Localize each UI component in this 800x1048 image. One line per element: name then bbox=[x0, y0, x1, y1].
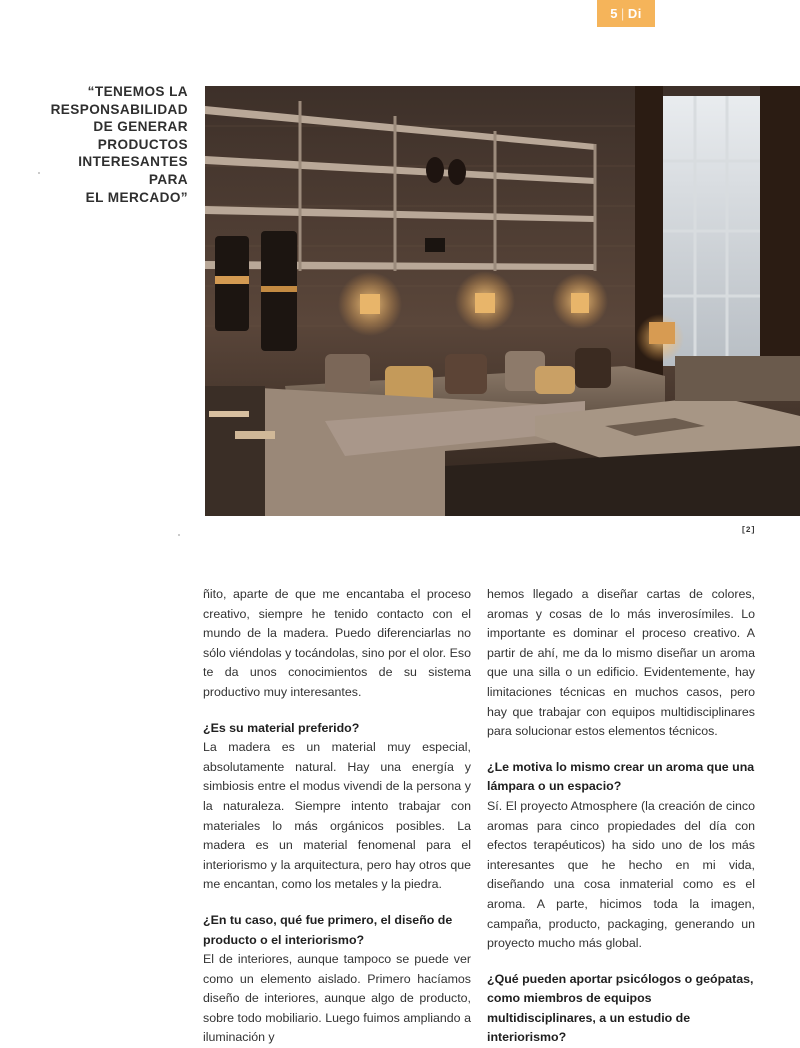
article-column-left bbox=[203, 585, 471, 1048]
interview-question: ¿En tu caso, qué fue primero, el diseño de producto o el interiorismo? bbox=[203, 912, 453, 947]
paragraph: hemos llegado a diseñar cartas de colores, aromas y cosas de lo más inverosímiles. Lo importante es dominar el proceso creativo. A partir de ahí, me da lo mismo diseñar un aroma que una silla o un edificio. Evidentemente, hay limitaciones técnicas en muchos casos, pero hay que trabajar con equipos multidisciplinares para solucionar estos elementos técnicos. bbox=[487, 587, 755, 739]
photo-credit: [2] bbox=[741, 526, 756, 535]
pull-quote-line: INTERESANTES PARA bbox=[78, 154, 188, 187]
pull-quote-line: EL MERCADO” bbox=[85, 189, 188, 205]
paragraph: El de interiores, aunque tampoco se puede ver como un elemento aislado. Primero hacíamos diseño de interiores, aunque algo de producto, sobre todo mobiliario. Luego fuimos ampliando a iluminación y bbox=[203, 952, 471, 1045]
decorative-dot bbox=[38, 172, 40, 174]
pull-quote-line: DE GENERAR bbox=[93, 119, 188, 135]
paragraph: Sí. El proyecto Atmosphere (la creación de cinco aromas para cinco propiedades del día con efectos terapéuticos) ha sido uno de los más interesantes que he hecho en mi vida, diseñando una cosa inmaterial como es el aroma. A parte, hicimos toda la imagen, campaña, producto, packaging, generando un proyecto mucho más global. bbox=[487, 798, 755, 951]
paragraph: La madera es un material muy especial, absolutamente natural. Hay una energía y simbiosis entre el modus vivendi de la persona y la naturaleza. Siempre intento trabajar con materiales lo más orgánicos posibles. La madera es un material fenomenal para el interiorismo y la arquitectura, pero hay otros que me encantan, como los metales y la piedra. bbox=[203, 740, 471, 892]
pull-quote-line: PRODUCTOS bbox=[97, 136, 188, 152]
interview-question: ¿Le motiva lo mismo crear un aroma que una lámpara o un espacio? bbox=[487, 759, 755, 794]
page-number: 5 bbox=[610, 6, 618, 21]
paragraph: ñito, aparte de que me encantaba el proceso creativo, siempre he tenido contacto con el mundo de la madera. Puedo diferenciarlas no sólo viéndolas y tocándolas, sino por el olor. Eso te da unos conocimientos de su sistema productivo muy interesantes. bbox=[203, 587, 471, 699]
pull-quote-line: RESPONSABILIDAD bbox=[50, 101, 188, 117]
interior-photo bbox=[205, 86, 800, 516]
article-column-right bbox=[487, 585, 755, 1048]
pull-quote bbox=[40, 83, 188, 206]
decorative-dot bbox=[178, 534, 180, 536]
pull-quote-line: “TENEMOS LA bbox=[87, 84, 188, 99]
section-tag: Di bbox=[627, 6, 642, 21]
interview-question: ¿Es su material preferido? bbox=[203, 720, 360, 735]
interview-question: ¿Qué pueden aportar psicólogos o geópatas, como miembros de equipos multidisciplinares, a un estudio de interiorismo? bbox=[487, 971, 754, 1045]
page-number-tab: 5 | Di bbox=[597, 0, 655, 27]
